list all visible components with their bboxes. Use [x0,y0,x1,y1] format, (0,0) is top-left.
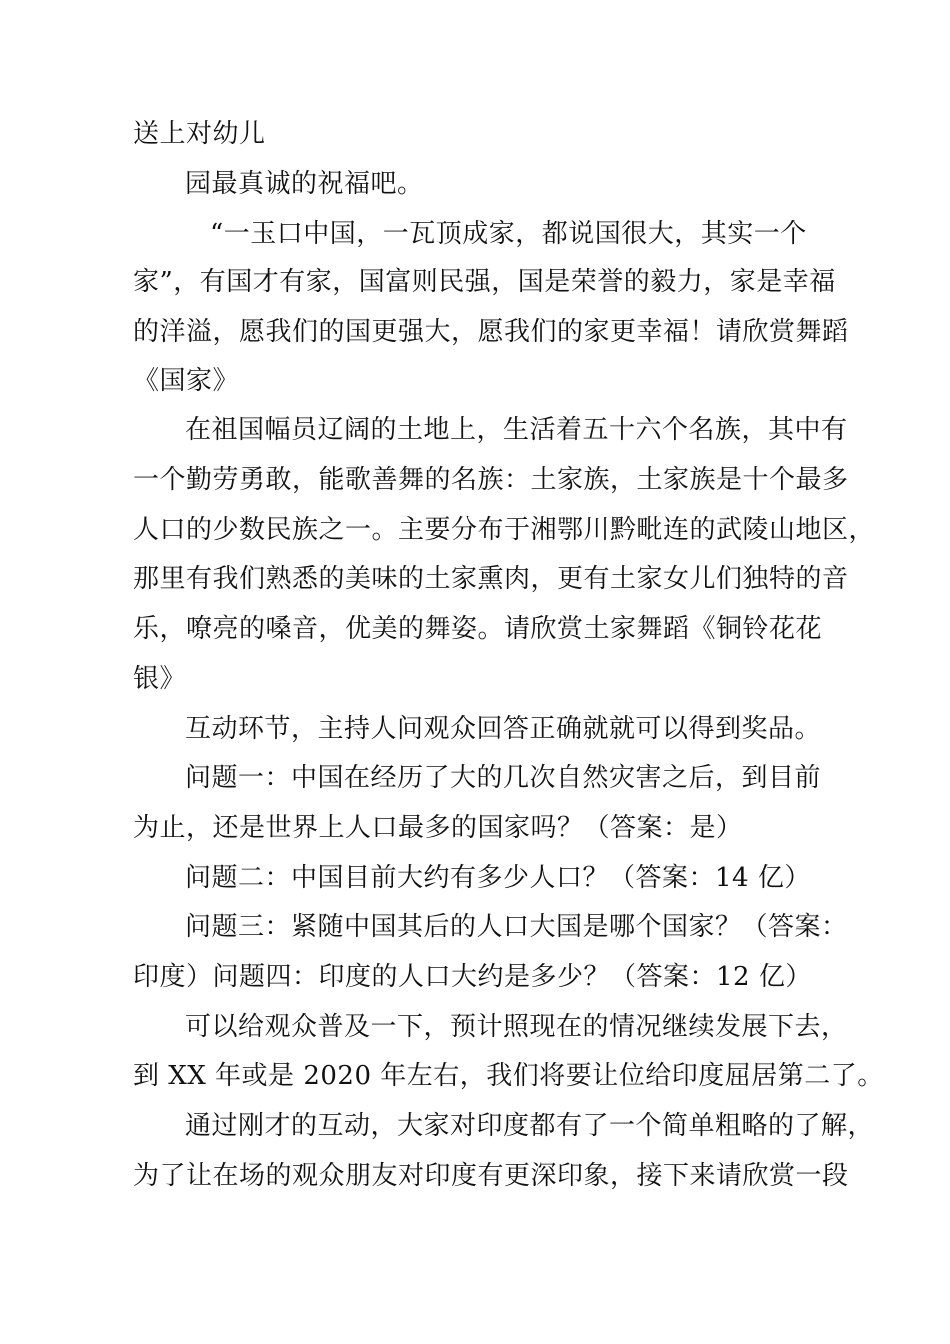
text-line: 的洋溢，愿我们的国更强大，愿我们的家更幸福！请欣赏舞蹈 [133,317,849,347]
text-line: 可以给观众普及一下，预计照现在的情况继续发展下去， [185,1012,848,1042]
text-line: 送上对幼儿 [133,119,266,149]
text-line: 银》 [133,664,187,694]
text-line: 问题二：中国目前大约有多少人口？（答案：14 亿） [185,863,811,893]
text-line: 问题三：紧随中国其后的人口大国是哪个国家？（答案： [185,912,848,942]
text-line: 在祖国幅员辽阔的土地上，生活着五十六个名族，其中有 [185,415,848,445]
text-line: 为止，还是世界上人口最多的国家吗？（答案：是） [133,813,743,843]
text-line: 人口的少数民族之一。主要分布于湘鄂川黔毗连的武陵山地区， [133,515,876,545]
text-line: 乐，嘹亮的嗓音，优美的舞姿。请欣赏土家舞蹈《铜铃花花 [133,614,823,644]
text-line: 一个勤劳勇敢，能歌善舞的名族：土家族，土家族是十个最多 [133,465,849,495]
text-line: 家”，有国才有家，国富则民强，国是荣誉的毅力，家是幸福 [133,267,836,297]
text-line: 互动环节，主持人问观众回答正确就就可以得到奖品。 [185,714,822,744]
text-line: 园最真诚的祝福吧。 [185,169,424,199]
text-line: 那里有我们熟悉的美味的土家熏肉，更有土家女儿们独特的音 [133,564,849,594]
text-line: 为了让在场的观众朋友对印度有更深印象，接下来请欣赏一段 [133,1161,849,1191]
text-line: 问题一：中国在经历了大的几次自然灾害之后，到目前 [185,763,822,793]
text-line: 印度）问题四：印度的人口大约是多少？（答案：12 亿） [133,962,812,992]
text-line: 通过刚才的互动，大家对印度都有了一个简单粗略的了解， [185,1111,875,1141]
text-line: 《国家》 [133,366,240,396]
text-line: “一玉口中国，一瓦顶成家，都说国很大，其实一个 [210,219,807,249]
text-line: 到 XX 年或是 2020 年左右，我们将要让位给印度屈居第二了。 [133,1061,884,1091]
